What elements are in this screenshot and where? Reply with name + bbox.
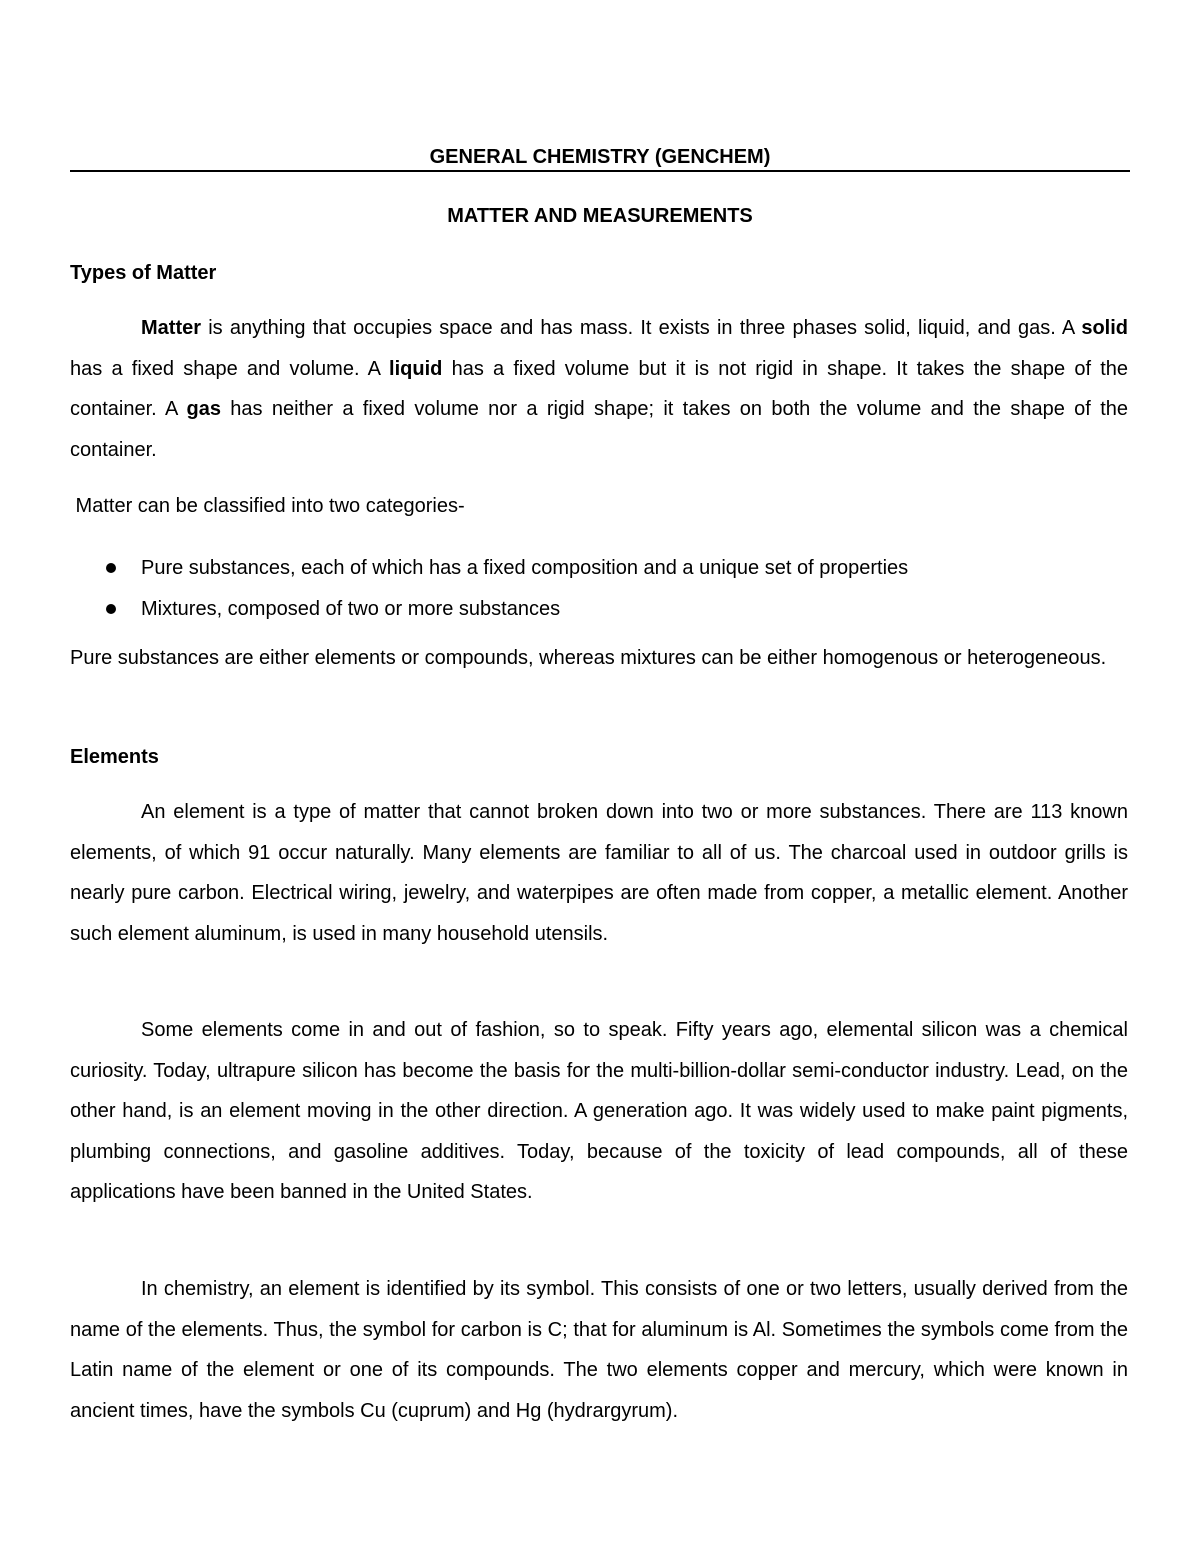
list-item: Mixtures, composed of two or more substances bbox=[70, 589, 1130, 630]
document-subtitle: MATTER AND MEASUREMENTS bbox=[447, 205, 753, 227]
term-matter: Matter bbox=[141, 317, 202, 339]
document-title: GENERAL CHEMISTRY (GENCHEM) bbox=[429, 146, 771, 168]
paragraph-classification-intro: Matter can be classified into two categories- bbox=[70, 495, 465, 517]
bullet-icon bbox=[106, 604, 116, 614]
term-liquid: liquid bbox=[389, 357, 443, 380]
term-solid: solid bbox=[1081, 317, 1128, 339]
bullet-list-categories bbox=[70, 548, 1130, 629]
paragraph-element-symbols: In chemistry, an element is identified by its symbol. This consists of one or two letters, usually derived from the name of the elements. Thus, the symbol for carbon is C; that for aluminum is Al. Sometimes the symbols come from the Latin name of the element or one of its compounds. The two elements copper and mercury, which were known in ancient times, have the symbols Cu (cuprum) and Hg (hydrargyrum). bbox=[70, 1278, 1128, 1422]
section-heading-types-of-matter: Types of Matter bbox=[70, 262, 217, 284]
bullet-icon bbox=[106, 563, 116, 573]
paragraph-elements-fashion: Some elements come in and out of fashion, so to speak. Fifty years ago, elemental silicon was a chemical curiosity. Today, ultrapure silicon has become the basis for the multi-billion-dollar semi-conductor industry. Lead, on the other hand, is an element moving in the other direction. A generation ago. It was widely used to make paint pigments, plumbing connections, and gasoline additives. Today, because of the toxicity of lead compounds, all of these applications have been banned in the United States. bbox=[70, 1019, 1128, 1204]
section-heading-elements: Elements bbox=[70, 746, 159, 768]
term-gas: gas bbox=[186, 398, 221, 421]
paragraph-element-definition: An element is a type of matter that cannot broken down into two or more substances. There are 113 known elements, of which 91 occur naturally. Many elements are familiar to all of us. The charcoal used in outdoor grills is nearly pure carbon. Electrical wiring, jewelry, and waterpipes are often made from copper, a metallic element. Another such element aluminum, is used in many household utensils. bbox=[70, 801, 1128, 945]
paragraph-matter-definition: Matter is anything that occupies space and has mass. It exists in three phases solid, liquid, and gas. A solid has a fixed shape and volume. A liquid has a fixed volume but it is not rigid in shape. It takes the shape of the container. A gas has neither a fixed volume nor a rigid shape; it takes on both the volume and the shape of the container. bbox=[70, 317, 1128, 461]
paragraph-pure-substances: Pure substances are either elements or compounds, whereas mixtures can be either homogenous or heterogeneous. bbox=[70, 647, 1107, 669]
title-rule bbox=[70, 170, 1130, 172]
list-item: Pure substances, each of which has a fixed composition and a unique set of properties bbox=[70, 548, 1130, 589]
